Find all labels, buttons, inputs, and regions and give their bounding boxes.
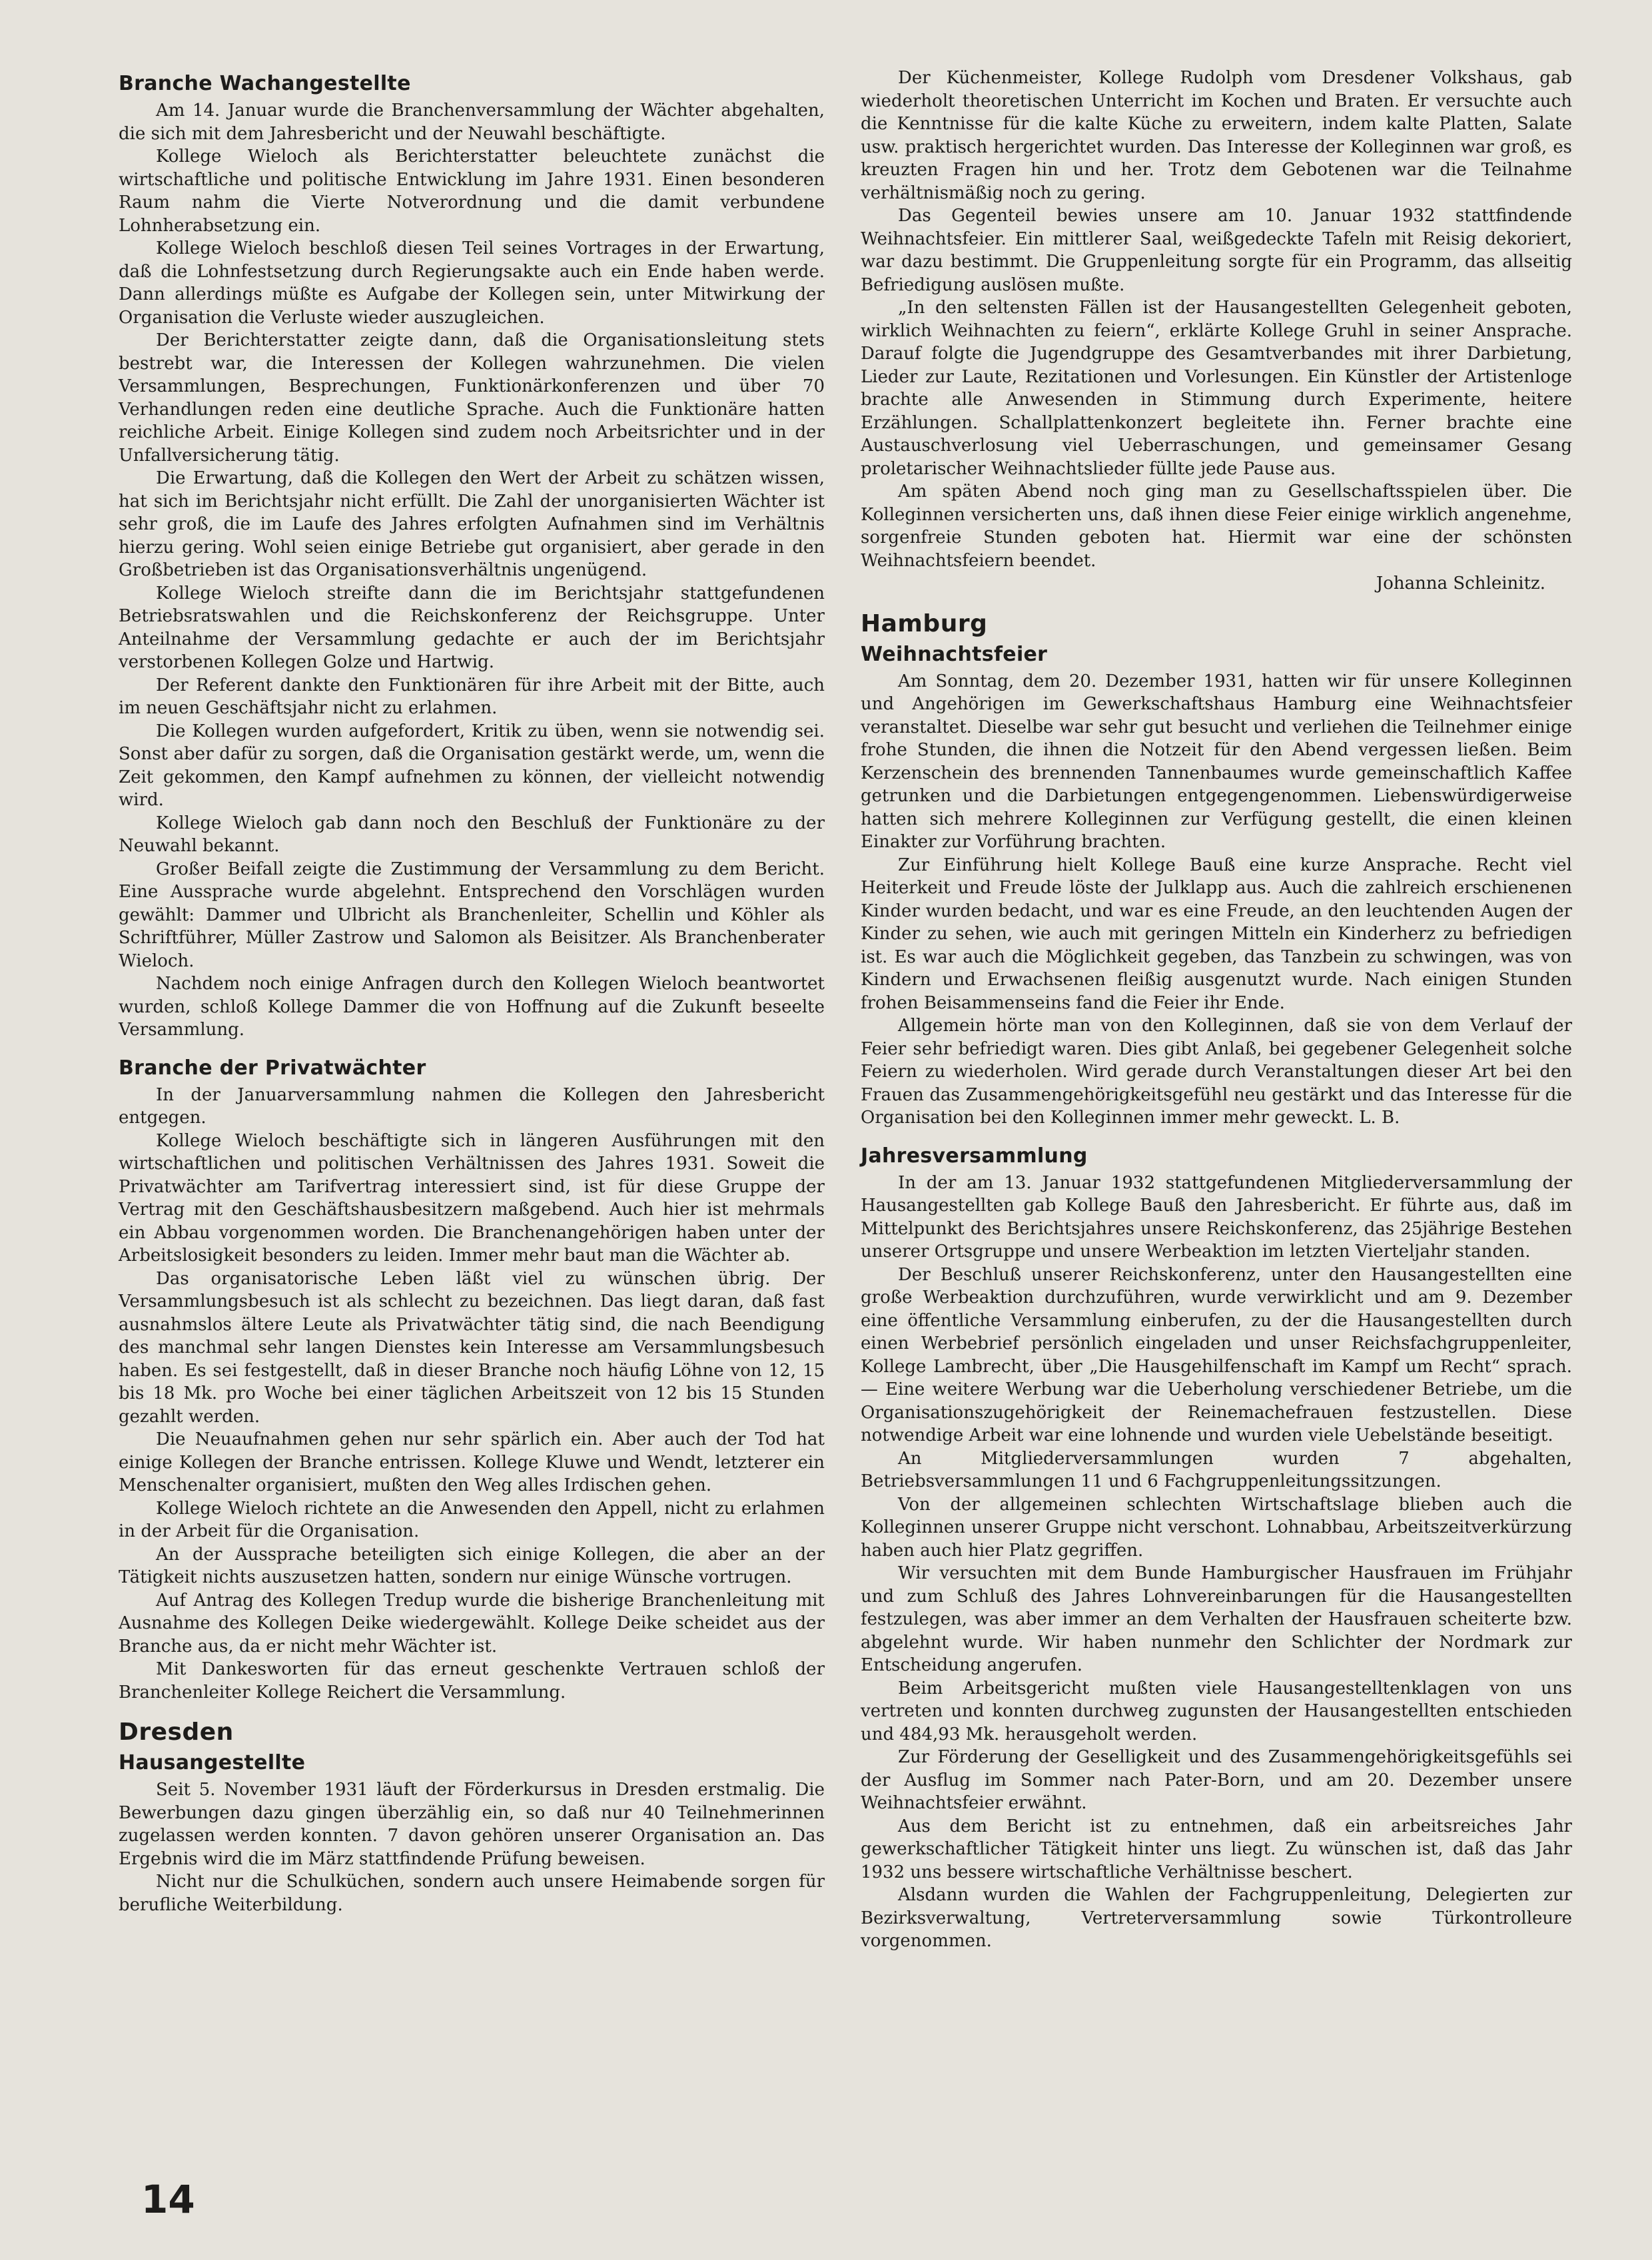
paragraph: Kollege Wieloch als Berichterstatter beleuchtete zunächst die wirtschaftliche und politische Entwicklung im Jahre 1931. Einen besonderen Raum nahm die Vierte Notverordnung und die damit verbundene Lohnherabsetzung ein. [119,147,825,236]
paragraph: Beim Arbeitsgericht mußten viele Hausangestelltenklagen von uns vertreten und konnten durchweg zugunsten der Hausangestellten entschieden und 484,93 Mk. herausgeholt werden. [861,1678,1572,1744]
paragraph: Der Beschluß unserer Reichskonferenz, unter den Hausangestellten eine große Werbeaktion durchzuführen, wurde verwirklicht und am 9. Dezember eine öffentliche Versammlung einberufen, zu der die Hausangestellten durch einen Werbebrief persönlich eingeladen und unser Reichsfachgruppenleiter, Kollege Lambrecht, über „Die Hausgehilfenschaft im Kampf um Recht“ sprach. — Eine weitere Werbung war die Ueberholung verschiedener Betriebe, um die Organisationszugehörigkeit der Reinemachefrauen festzustellen. Diese notwendige Arbeit war eine lohnende und wurden viele Uebelstände beseitigt. [861,1264,1572,1445]
paragraph: Mit Dankesworten für das erneut geschenkte Vertrauen schloß der Branchenleiter Kollege Reichert die Versammlung. [119,1659,825,1702]
paragraph: Alsdann wurden die Wahlen der Fachgruppenleitung, Delegierten zur Bezirksverwaltung, Vertreterversammlung sowie Türkontrolleure vorgenommen. [861,1885,1572,1951]
section-heading: Branche der Privatwächter [119,1056,426,1080]
section-wachangestellte [119,72,825,1042]
paragraph: Das Gegenteil bewies unsere am 10. Januar 1932 stattfindende Weihnachtsfeier. Ein mittlerer Saal, weißgedeckte Tafeln mit Reisig dekoriert, war dazu bestimmt. Die Gruppenleitung sorgte für ein Programm, das allseitig Befriedigung auslösen mußte. [861,206,1572,295]
section-heading: Branche Wachangestellte [119,72,411,95]
section-heading: Weihnachtsfeier [861,642,1048,666]
paragraph: In der am 13. Januar 1932 stattgefundenen Mitgliederversammlung der Hausangestellten gab Kollege Bauß den Jahresbericht. Er führte aus, daß im Mittelpunkt des Berichtsjahres unsere Reichskonferenz, das 25jährige Bestehen unserer Ortsgruppe und unsere Werbeaktion im letzten Vierteljahr standen. [861,1172,1572,1262]
paragraph: Kollege Wieloch beschäftigte sich in längeren Ausführungen mit den wirtschaftlichen und politischen Verhältnissen des Jahres 1931. Soweit die Privatwächter am Tarifvertrag interessiert sind, ist für diese Gruppe der Vertrag mit den Geschäftshausbesitzern maßgebend. Auch hier ist mehrmals ein Abbau vorgenommen worden. Die Branchenangehörigen haben unter der Arbeitslosigkeit besonders zu leiden. Immer mehr baut man die Wächter ab. [119,1130,825,1266]
paragraph: Kollege Wieloch streifte dann die im Berichtsjahr stattgefundenen Betriebsratswahlen und die Reichskonferenz der Reichsgruppe. Unter Anteilnahme der Versammlung gedachte er auch der im Berichtsjahr verstorbenen Kollegen Golze und Hartwig. [119,583,825,672]
paragraph: Kollege Wieloch gab dann noch den Beschluß der Funktionäre zu der Neuwahl bekannt. [119,813,825,856]
section-privatwaechter [119,1056,825,1704]
paragraph: Kollege Wieloch richtete an die Anwesenden den Appell, nicht zu erlahmen in der Arbeit für die Organisation. [119,1498,825,1541]
left-column [119,67,825,1931]
paragraph: An der Aussprache beteiligten sich einige Kollegen, die aber an der Tätigkeit nichts auszusetzen hatten, sondern nur einige Wünsche vortrugen. [119,1544,825,1587]
paragraph: Allgemein hörte man von den Kolleginnen, daß sie von dem Verlauf der Feier sehr befriedigt waren. Dies gibt Anlaß, bei gegebener Gelegenheit solche Feiern zu wiederholen. Wird gerade durch Veranstaltungen dieser Art bei den Frauen das Zusammengehörigkeitsgefühl neu gestärkt und das Interesse für die Organisation bei den Kolleginnen immer mehr geweckt. L. B. [861,1016,1572,1128]
paragraph: In der Januarversammlung nahmen die Kollegen den Jahresbericht entgegen. [119,1084,825,1128]
paragraph: Die Kollegen wurden aufgefordert, Kritik zu üben, wenn sie notwendig sei. Sonst aber dafür zu sorgen, daß die Organisation gestärkt werde, um, wenn die Zeit gekommen, den Kampf aufnehmen zu können, der vielleicht notwendig wird. [119,721,825,810]
paragraph: Auf Antrag des Kollegen Tredup wurde die bisherige Branchenleitung mit Ausnahme des Kollegen Deike wiedergewählt. Kollege Deike scheidet aus der Branche aus, da er nicht mehr Wächter ist. [119,1590,825,1657]
right-column [861,67,1572,1968]
paragraph: Von der allgemeinen schlechten Wirtschaftslage blieben auch die Kolleginnen unserer Gruppe nicht verschont. Lohnabbau, Arbeitszeitverkürzung haben auch hier Platz gegriffen. [861,1494,1572,1561]
paragraph: Zur Förderung der Geselligkeit und des Zusammengehörigkeitsgefühls sei der Ausflug im Sommer nach Pater-Born, und am 20. Dezember unsere Weihnachtsfeier erwähnt. [861,1747,1572,1813]
section-dresden-continued [861,67,1572,595]
paragraph: Kollege Wieloch beschloß diesen Teil seines Vortrages in der Erwartung, daß die Lohnfestsetzung durch Regierungsakte auch ein Ende haben werde. Dann allerdings müßte es Aufgabe der Kollegen sein, unter Mitwirkung der Organisation die Verluste wieder auszugleichen. [119,238,825,328]
paragraph: Nachdem noch einige Anfragen durch den Kollegen Wieloch beantwortet wurden, schloß Kollege Dammer die von Hoffnung auf die Zukunft beseelte Versammlung. [119,974,825,1040]
city-heading: Hamburg [861,609,988,637]
section-jahresversammlung [861,1144,1572,1953]
section-heading: Hausangestellte [119,1751,306,1774]
city-heading: Dresden [119,1718,234,1746]
paragraph: Die Erwartung, daß die Kollegen den Wert der Arbeit zu schätzen wissen, hat sich im Berichtsjahr nicht erfüllt. Die Zahl der unorganisierten Wächter ist sehr groß, die im Laufe des Jahres erfolgten Aufnahmen sind im Verhältnis hierzu gering. Wohl seien einige Betriebe gut organisiert, aber gerade in den Großbetrieben ist das Organisationsverhältnis ungenügend. [119,468,825,580]
page-number: 14 [141,2177,195,2222]
paragraph: Großer Beifall zeigte die Zustimmung der Versammlung zu dem Bericht. Eine Aussprache wurde abgelehnt. Entsprechend den Vorschlägen wurden gewählt: Dammer und Ulbricht als Branchenleiter, Schellin und Köhler als Schriftführer, Müller Zastrow und Salomon als Beisitzer. Als Branchenberater Wieloch. [119,859,825,971]
paragraph: Wir versuchten mit dem Bunde Hamburgischer Hausfrauen im Frühjahr und zum Schluß des Jahres Lohnvereinbarungen für die Hausangestellten festzulegen, was aber immer an dem Verhalten der Hausfrauen scheiterte bzw. abgelehnt wurde. Wir haben nunmehr den Schlichter der Nordmark zur Entscheidung angerufen. [861,1563,1572,1675]
paragraph: Am 14. Januar wurde die Branchenversammlung der Wächter abgehalten, die sich mit dem Jahresbericht und der Neuwahl beschäftigte. [119,101,825,144]
paragraph: Aus dem Bericht ist zu entnehmen, daß ein arbeitsreiches Jahr gewerkschaftlicher Tätigkeit hinter uns liegt. Zu wünschen ist, daß das Jahr 1932 uns bessere wirtschaftliche Verhältnisse beschert. [861,1816,1572,1882]
paragraph: Am Sonntag, dem 20. Dezember 1931, hatten wir für unsere Kolleginnen und Angehörigen im Gewerkschaftshaus Hamburg eine Weihnachtsfeier veranstaltet. Dieselbe war sehr gut besucht und verliehen die Teilnehmer einige frohe Stunden, die ihnen die Notzeit für den Abend vergessen ließen. Beim Kerzenschein des brennenden Tannenbaumes wurde gemeinschaftlich Kaffee getrunken und die Darbietungen entgegengenommen. Liebenswürdigerweise hatten sich mehrere Kolleginnen zur Verfügung gestellt, die einen kleinen Einakter zur Vorführung brachten. [861,671,1572,852]
paragraph: Seit 5. November 1931 läuft der Förderkursus in Dresden erstmalig. Die Bewerbungen dazu gingen überzählig ein, so daß nur 40 Teilnehmerinnen zugelassen werden konnten. 7 davon gehören unserer Organisation an. Das Ergebnis wird die im März stattfindende Prüfung beweisen. [119,1780,825,1869]
paragraph: Nicht nur die Schulküchen, sondern auch unsere Heimabende sorgen für berufliche Weiterbildung. [119,1872,825,1915]
paragraph: An Mitgliederversammlungen wurden 7 abgehalten, Betriebsversammlungen 11 und 6 Fachgruppenleitungssitzungen. [861,1448,1572,1491]
paragraph: Der Küchenmeister, Kollege Rudolph vom Dresdener Volkshaus, gab wiederholt theoretischen Unterricht im Kochen und Braten. Er versuchte auch die Kenntnisse für die kalte Küche zu erweitern, indem kalte Platten, Salate usw. praktisch hergerichtet wurden. Das Interesse der Kolleginnen war groß, es kreuzten Fragen hin und her. Trotz dem Gebotenen war die Teilnahme verhältnismäßig noch zu gering. [861,68,1572,203]
section-dresden [119,1718,825,1916]
paragraph: Das organisatorische Leben läßt viel zu wünschen übrig. Der Versammlungsbesuch ist als schlecht zu bezeichnen. Das liegt daran, daß fast ausnahmslos ältere Leute als Privatwächter tätig sind, die nach Beendigung des manchmal sehr langen Dienstes kein Interesse am Versammlungsbesuch haben. Es sei festgestellt, daß in dieser Branche noch häufig Löhne von 12, 15 bis 18 Mk. pro Woche bei einer täglichen Arbeitszeit von 12 bis 15 Stunden gezahlt werden. [119,1268,825,1427]
paragraph: Am späten Abend noch ging man zu Gesellschaftsspielen über. Die Kolleginnen versicherten uns, daß ihnen diese Feier einige wirklich angenehme, sorgenfreie Stunden geboten hat. Hiermit war eine der schönsten Weihnachtsfeiern beendet. [861,482,1572,571]
section-heading: Jahresversammlung [861,1144,1088,1168]
paragraph: Zur Einführung hielt Kollege Bauß eine kurze Ansprache. Recht viel Heiterkeit und Freude löste der Julklapp aus. Auch die zahlreich erschienenen Kinder wurden bedacht, und war es eine Freude, an den leuchtenden Augen der Kinder zu sehen, wie auch mit geringen Mitteln ein Kinderherz zu befriedigen ist. Es war auch die Möglichkeit gegeben, das Tanzbein zu schwingen, was von Kindern und Erwachsenen fleißig ausgenutzt wurde. Nach einigen Stunden frohen Beisammenseins fand die Feier ihr Ende. [861,855,1572,1013]
paragraph: Die Neuaufnahmen gehen nur sehr spärlich ein. Aber auch der Tod hat einige Kollegen der Branche entrissen. Kollege Kluwe und Wendt, letzterer ein Menschenalter organisiert, mußten den Weg alles Irdischen gehen. [119,1429,825,1495]
signature: Johanna Schleinitz. [1376,573,1545,593]
paragraph: „In den seltensten Fällen ist der Hausangestellten Gelegenheit geboten, wirklich Weihnachten zu feiern“, erklärte Kollege Gruhl in seiner Ansprache. Darauf folgte die Jugendgruppe des Gesamtverbandes mit ihrer Darbietung, Lieder zur Laute, Rezitationen und Vorlesungen. Ein Künstler der Artistenloge brachte alle Anwesenden in Stimmung durch Experimente, heitere Erzählungen. Schallplattenkonzert begleitete ihn. Ferner brachte eine Austauschverlosung viel Ueberraschungen, und gemeinsamer Gesang proletarischer Weihnachtslieder füllte jede Pause aus. [861,298,1572,479]
section-hamburg [861,610,1572,1130]
paragraph: Der Berichterstatter zeigte dann, daß die Organisationsleitung stets bestrebt war, die Interessen der Kollegen wahrzunehmen. Die vielen Versammlungen, Besprechungen, Funktionärkonferenzen und über 70 Verhandlungen reden eine deutliche Sprache. Auch die Funktionäre hatten reichliche Arbeit. Einige Kollegen sind zudem noch Arbeitsrichter und in der Unfallversicherung tätig. [119,330,825,466]
paragraph: Der Referent dankte den Funktionären für ihre Arbeit mit der Bitte, auch im neuen Geschäftsjahr nicht zu erlahmen. [119,675,825,718]
